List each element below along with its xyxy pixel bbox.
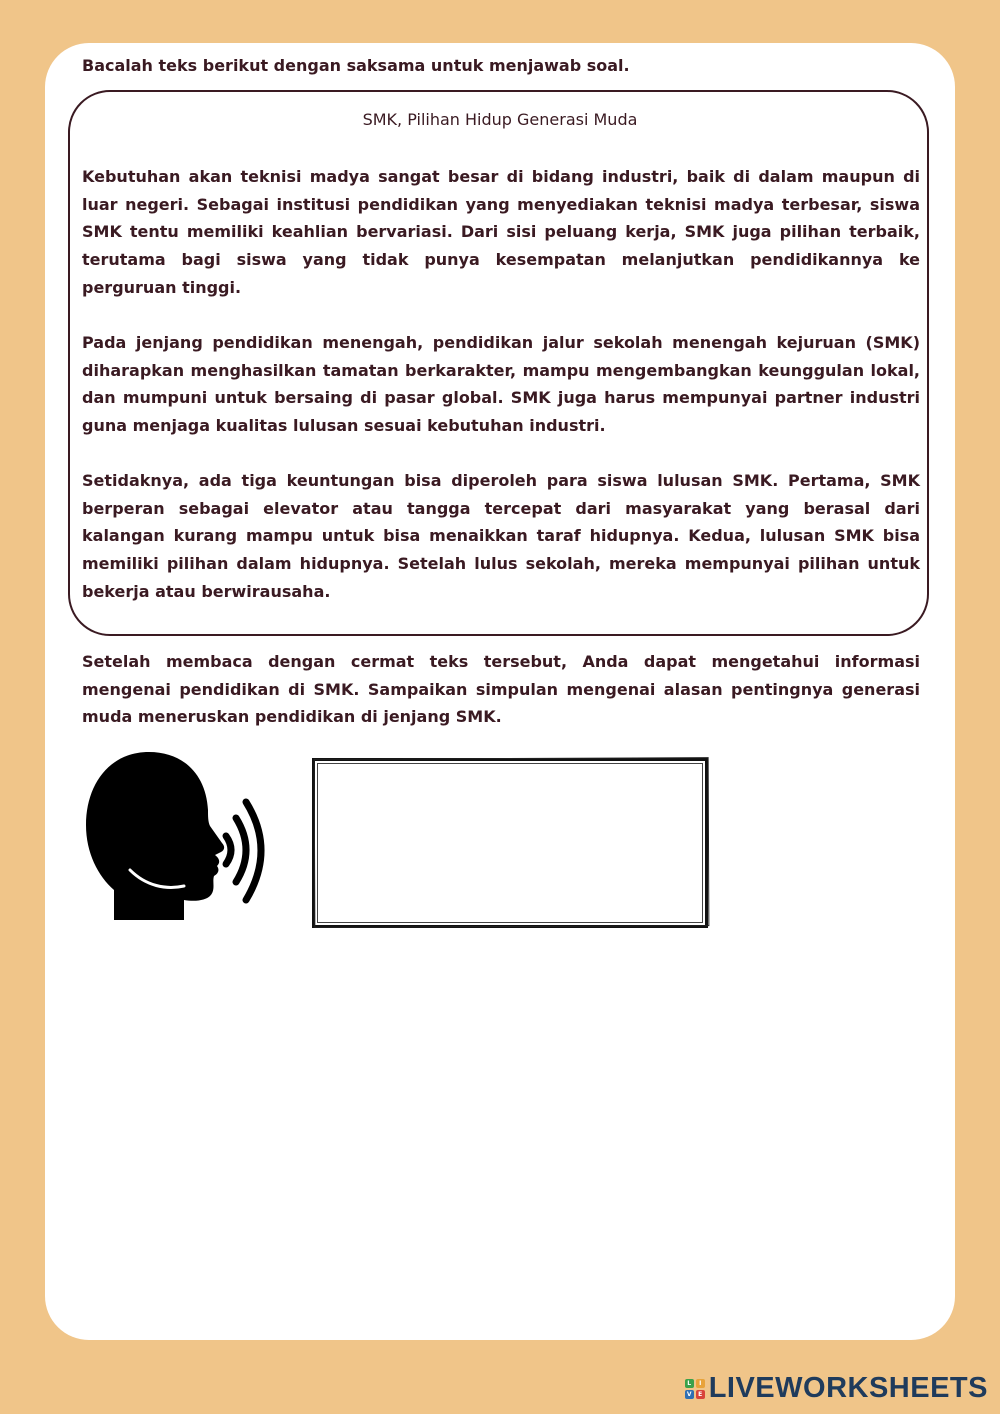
- speaking-head-icon[interactable]: [84, 750, 284, 925]
- brand-name: LIVEWORKSHEETS: [708, 1372, 988, 1404]
- logo-letter-l: L: [685, 1379, 694, 1388]
- reading-paragraph-2: Pada jenjang pendidikan menengah, pendidikan jalur sekolah menengah kejuruan (SMK) diharapkan menghasilkan tamatan berkarakter, mampu mengembangkan keunggulan lokal, dan mumpuni untuk bersaing di pasar global. SMK juga harus mempunyai partner industri guna menjaga kualitas lulusan sesuai kebutuhan industri.: [82, 333, 920, 436]
- liveworksheets-brand: [685, 1372, 988, 1405]
- reading-title: SMK, Pilihan Hidup Generasi Muda: [362, 110, 638, 129]
- logo-letter-i: I: [696, 1379, 705, 1388]
- question-text: Setelah membaca dengan cermat teks tersebut, Anda dapat mengetahui informasi mengenai pendidikan di SMK. Sampaikan simpulan mengenai alasan pentingnya generasi muda meneruskan pendidikan di jenjang SMK.: [82, 652, 920, 727]
- reading-paragraph-1: Kebutuhan akan teknisi madya sangat besar di bidang industri, baik di dalam maupun di luar negeri. Sebagai institusi pendidikan yang menyediakan teknisi madya terbesar, siswa SMK tentu memiliki keahlian bervariasi. Dari sisi peluang kerja, SMK juga pilihan terbaik, terutama bagi siswa yang tidak punya kesempatan melanjutkan pendidikannya ke perguruan tinggi.: [82, 167, 920, 297]
- logo-letter-e: E: [696, 1390, 705, 1399]
- logo-letter-v: V: [685, 1390, 694, 1399]
- instruction-text: Bacalah teks berikut dengan saksama untuk menjawab soal.: [82, 56, 630, 75]
- liveworksheets-logo-icon: [685, 1379, 705, 1399]
- reading-paragraph-3: Setidaknya, ada tiga keuntungan bisa diperoleh para siswa lulusan SMK. Pertama, SMK berperan sebagai elevator atau tangga tercepat dari masyarakat yang berasal dari kalangan kurang mampu untuk bisa menaikkan taraf hidupnya. Kedua, lulusan SMK bisa memiliki pilihan dalam hidupnya. Setelah lulus sekolah, mereka mempunyai pilihan untuk bekerja atau berwirausaha.: [82, 471, 920, 601]
- answer-input-box[interactable]: [312, 758, 708, 928]
